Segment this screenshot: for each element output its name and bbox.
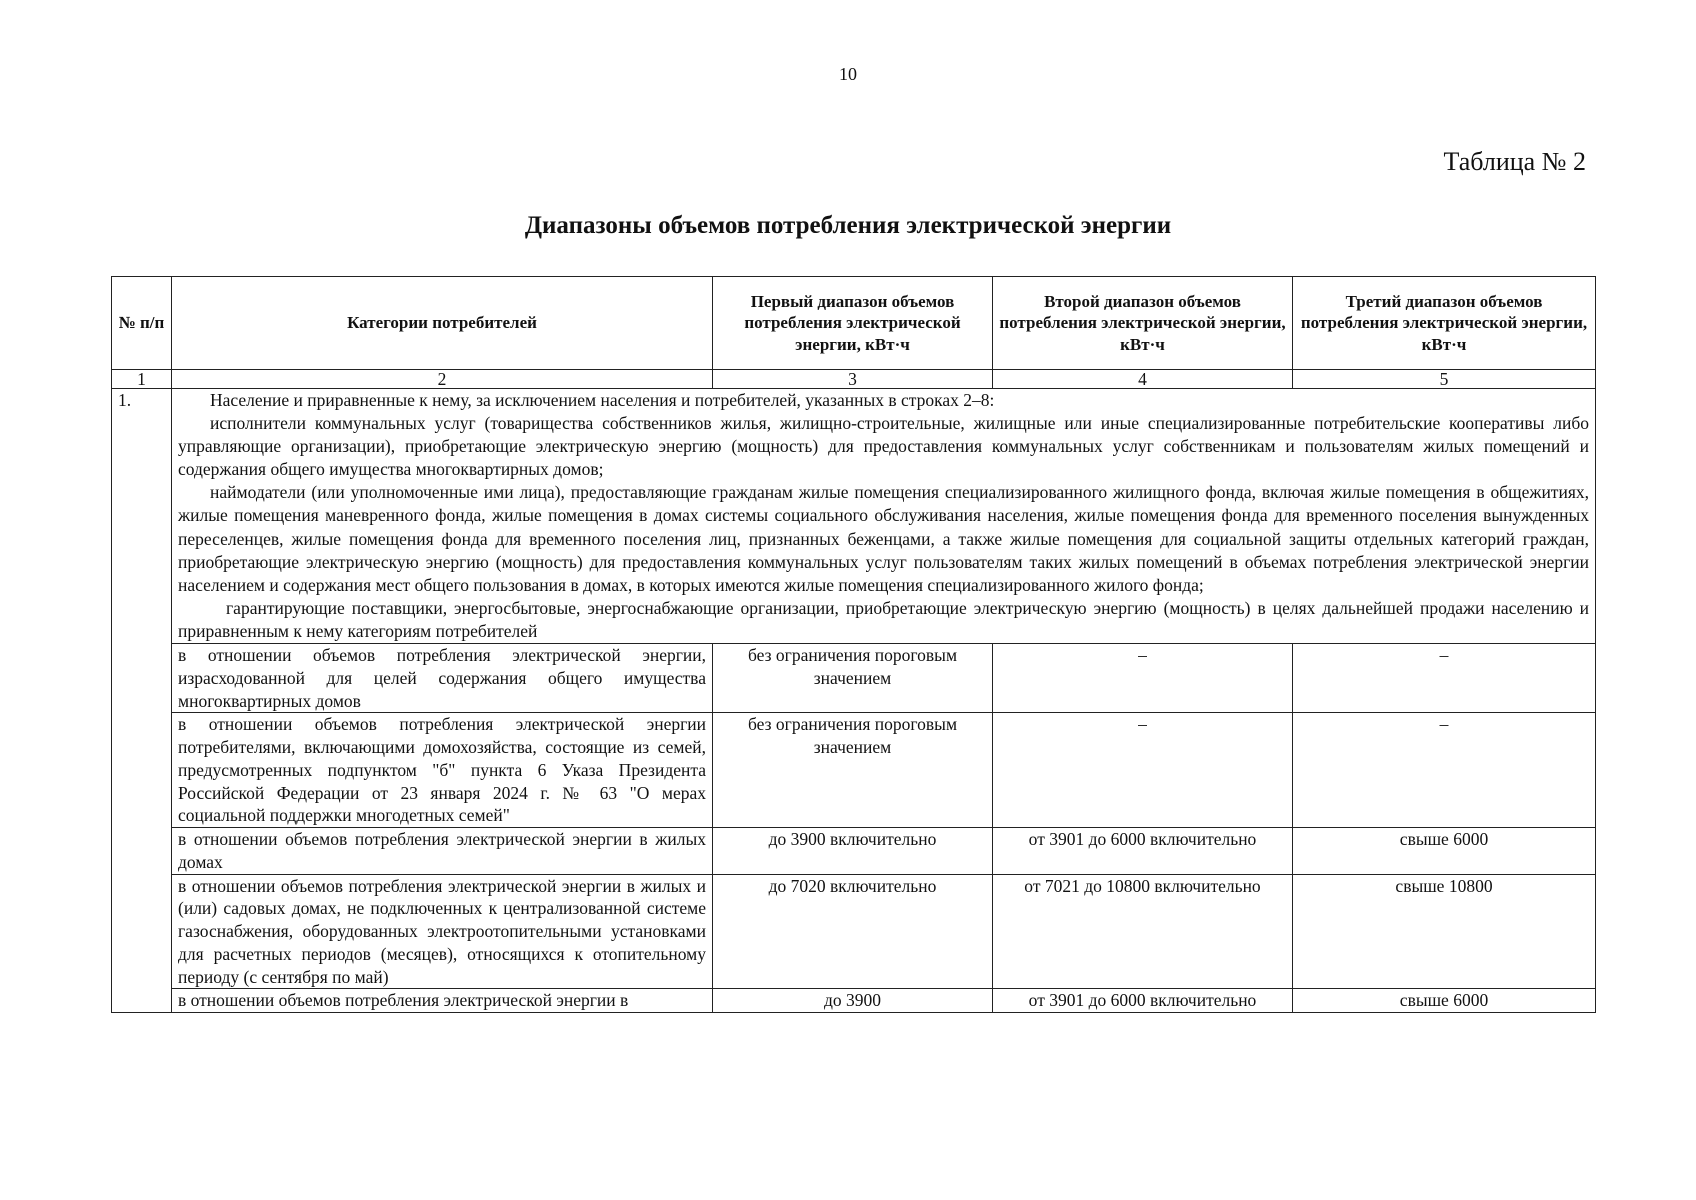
first-range-cell: до 7020 включительно bbox=[713, 874, 993, 989]
second-range-cell: от 3901 до 6000 включительно bbox=[993, 989, 1293, 1013]
table-row bbox=[112, 644, 1596, 713]
table-row bbox=[112, 389, 1596, 644]
header-category: Категории потребителей bbox=[172, 277, 713, 370]
category-cell: в отношении объемов потребления электрической энергии, израсходованной для целей содержания общего имущества многоквартирных домов bbox=[172, 644, 713, 713]
second-range-cell: – bbox=[993, 644, 1293, 713]
table-row bbox=[112, 828, 1596, 875]
second-range-cell: – bbox=[993, 713, 1293, 828]
consumption-ranges-table bbox=[111, 276, 1596, 1013]
page-number: 10 bbox=[839, 64, 857, 84]
category-cell: в отношении объемов потребления электрической энергии в жилых и (или) садовых домах, не подключенных к централизованной системе газоснабжения, оборудованных электроотопительными установками для расчетных периодов (месяцев), относящихся к отопительному периоду (с сентября по май) bbox=[172, 874, 713, 989]
table-label: Таблица № 2 bbox=[1443, 147, 1586, 176]
row-number: 1. bbox=[112, 389, 172, 1013]
third-range-cell: свыше 6000 bbox=[1293, 989, 1596, 1013]
table-header-row bbox=[112, 277, 1596, 370]
intro-cell bbox=[172, 389, 1596, 644]
table-row bbox=[112, 874, 1596, 989]
first-range-cell: без ограничения пороговым значением bbox=[713, 644, 993, 713]
column-number: 2 bbox=[172, 370, 713, 389]
column-number-row bbox=[112, 370, 1596, 389]
third-range-cell: – bbox=[1293, 644, 1596, 713]
first-range-cell: до 3900 включительно bbox=[713, 828, 993, 875]
category-cell: в отношении объемов потребления электрической энергии в жилых домах bbox=[172, 828, 713, 875]
second-range-cell: от 7021 до 10800 включительно bbox=[993, 874, 1293, 989]
third-range-cell: свыше 6000 bbox=[1293, 828, 1596, 875]
column-number: 3 bbox=[713, 370, 993, 389]
intro-paragraph: Население и приравненные к нему, за исключением населения и потребителей, указанных в строках 2–8: bbox=[210, 390, 995, 410]
intro-paragraph: исполнители коммунальных услуг (товарищества собственников жилья, жилищно-строительные, жилищные или иные специализированные потребительские кооперативы либо управляющие организации), приобретающие электрическую энергию (мощность) для предоставления коммунальных услуг собственникам и пользователям жилых помещений и содержания общего имущества многоквартирных домов; bbox=[178, 413, 1589, 480]
category-cell: в отношении объемов потребления электрической энергии потребителями, включающими домохозяйства, состоящие из семей, предусмотренных подпунктом "б" пункта 6 Указа Президента Российской Федерации от 23 января 2024 г. № 63 "О мерах социальной поддержки многодетных семей" bbox=[172, 713, 713, 828]
first-range-cell: без ограничения пороговым значением bbox=[713, 713, 993, 828]
column-number: 4 bbox=[993, 370, 1293, 389]
second-range-cell: от 3901 до 6000 включительно bbox=[993, 828, 1293, 875]
first-range-cell: до 3900 bbox=[713, 989, 993, 1013]
table-row bbox=[112, 989, 1596, 1013]
document-title: Диапазоны объемов потребления электрической энергии bbox=[524, 212, 1172, 239]
column-number: 5 bbox=[1293, 370, 1596, 389]
third-range-cell: свыше 10800 bbox=[1293, 874, 1596, 989]
header-number: № п/п bbox=[112, 277, 172, 370]
table-row bbox=[112, 713, 1596, 828]
intro-paragraph: гарантирующие поставщики, энергосбытовые, энергоснабжающие организации, приобретающие электрическую энергию (мощность) в целях дальнейшей продажи населению и приравненным к нему категориям потребителей bbox=[178, 597, 1589, 641]
header-first-range: Первый диапазон объемов потребления электрической энергии, кВт·ч bbox=[713, 277, 993, 370]
category-cell: в отношении объемов потребления электрической энергии в bbox=[172, 989, 713, 1013]
intro-paragraph: наймодатели (или уполномоченные ими лица), предоставляющие гражданам жилые помещения специализированного жилищного фонда, включая жилые помещения в общежитиях, жилые помещения маневренного фонда, жилые помещения в домах системы социального обслуживания населения, жилые помещения фонда для временного поселения вынужденных переселенцев, жилые помещения фонда для временного поселения лиц, признанных беженцами, а также жилые помещения для социальной защиты отдельных категорий граждан, приобретающие электрическую энергию (мощность) для предоставления коммунальных услуг пользователям таких жилых помещений в объемах потребления электрической энергии населением и содержания мест общего пользования в домах, в которых имеются жилые помещения специализированного жилого фонда; bbox=[178, 482, 1589, 595]
header-third-range: Третий диапазон объемов потребления электрической энергии, кВт·ч bbox=[1293, 277, 1596, 370]
column-number: 1 bbox=[112, 370, 172, 389]
third-range-cell: – bbox=[1293, 713, 1596, 828]
header-second-range: Второй диапазон объемов потребления электрической энергии, кВт·ч bbox=[993, 277, 1293, 370]
